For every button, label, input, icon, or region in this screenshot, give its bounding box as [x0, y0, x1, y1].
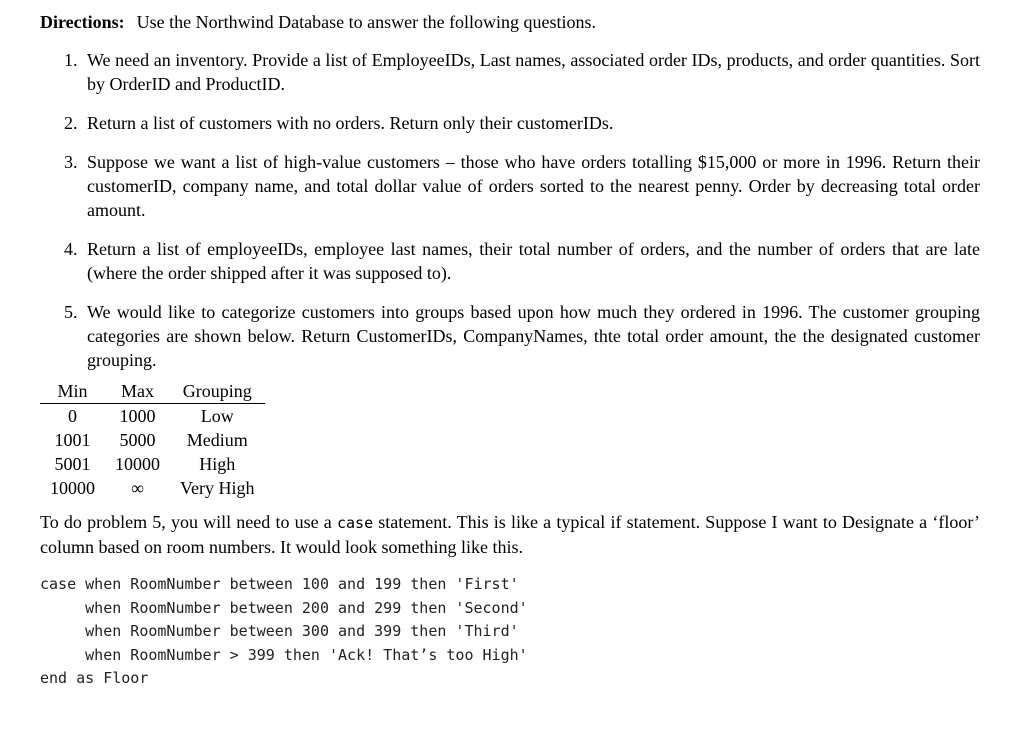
code-line: end as Floor	[40, 669, 149, 687]
cell-max: 5000	[119, 430, 156, 450]
question-list	[40, 48, 980, 372]
cell-min: 0	[68, 406, 77, 426]
explanation-text-after: statement. This is like a typical if statement. Suppose I want to Designate a ‘floor’ column based on room numbers. It would look something like this.	[40, 512, 980, 557]
table-row	[40, 428, 265, 452]
cell-min: 10000	[50, 478, 95, 498]
cell-grouping: Very High	[180, 478, 255, 498]
question-number: 2.	[64, 113, 78, 133]
cell-max: ∞	[131, 478, 144, 498]
table-header-row	[40, 379, 265, 404]
cell-grouping: Low	[200, 406, 234, 426]
inline-code-case: case	[336, 514, 374, 532]
header-min: Min	[40, 379, 105, 404]
cell-min: 1001	[54, 430, 91, 450]
code-line: when RoomNumber > 399 then 'Ack! That’s too High'	[40, 645, 528, 664]
table-row	[40, 476, 265, 500]
question-item	[40, 111, 980, 135]
question-item	[40, 300, 980, 372]
question-number: 1.	[64, 50, 78, 70]
cell-grouping: Medium	[186, 430, 248, 450]
grouping-table	[40, 379, 265, 500]
question-number: 3.	[64, 152, 78, 172]
header-max: Max	[105, 379, 170, 404]
question-item	[40, 150, 980, 222]
directions-text: Use the Northwind Database to answer the following questions.	[136, 12, 597, 32]
question-number: 4.	[64, 239, 78, 259]
directions-label: Directions:	[40, 12, 125, 32]
explanation-paragraph	[40, 510, 980, 559]
header-grouping: Grouping	[170, 379, 265, 404]
cell-grouping: High	[199, 454, 236, 474]
code-line: case when RoomNumber between 100 and 199 then 'First'	[40, 575, 519, 593]
question-item	[40, 48, 980, 96]
table-row	[40, 404, 265, 429]
code-line: when RoomNumber between 300 and 399 then 'Third'	[40, 622, 519, 640]
explanation-text-before: To do problem 5, you will need to use a	[40, 512, 337, 532]
question-text: We would like to categorize customers into groups based upon how much they ordered in 1996. The customer grouping categories are shown below. Return CustomerIDs, CompanyNames, thte total order amount, the the designated customer grouping.	[87, 302, 980, 370]
question-item	[40, 237, 980, 285]
directions	[40, 10, 980, 34]
question-number: 5.	[64, 302, 78, 322]
document-page	[40, 10, 980, 691]
code-line: when RoomNumber between 200 and 299 then 'Second'	[40, 598, 528, 617]
cell-min: 5001	[54, 454, 91, 474]
question-text: Return a list of customers with no orders. Return only their customerIDs.	[87, 113, 614, 133]
question-text: Return a list of employeeIDs, employee last names, their total number of orders, and the number of orders that are late (where the order shipped after it was supposed to).	[87, 239, 980, 283]
cell-max: 10000	[115, 454, 160, 474]
table-row	[40, 452, 265, 476]
code-block	[40, 573, 980, 691]
question-text: Suppose we want a list of high-value customers – those who have orders totalling $15,000 or more in 1996. Return their customerID, company name, and total dollar value of orders sorted to the nearest penny. Order by decreasing total order amount.	[87, 152, 980, 220]
cell-max: 1000	[119, 406, 156, 426]
question-text: We need an inventory. Provide a list of EmployeeIDs, Last names, associated order IDs, products, and order quantities. Sort by OrderID and ProductID.	[87, 50, 980, 94]
